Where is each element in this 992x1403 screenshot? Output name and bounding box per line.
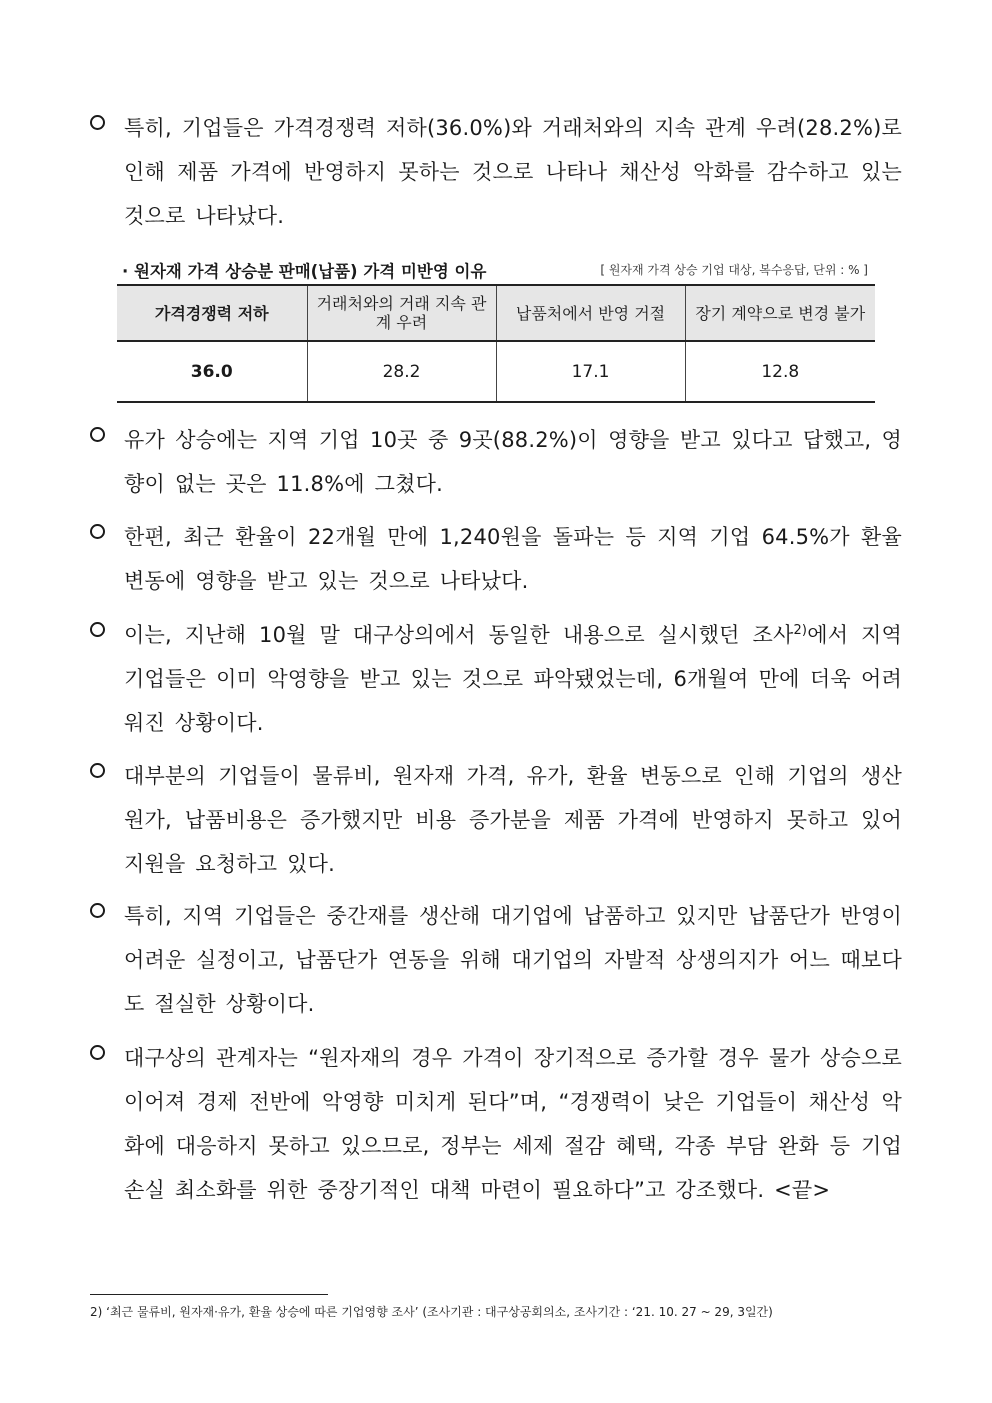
table-note: [ 원자재 가격 상승 기업 대상, 복수응답, 단위 : % ] — [600, 263, 868, 277]
table-title: · 원자재 가격 상승분 판매(납품) 가격 미반영 이유 — [122, 262, 487, 281]
circle-bullet-icon — [90, 1045, 105, 1060]
table-header-cell: 납품처에서 반영 거절 — [496, 285, 685, 341]
footnote-divider — [90, 1294, 328, 1295]
table-header-cell: 가격경쟁력 저하 — [117, 285, 307, 341]
table-cell: 36.0 — [117, 341, 307, 402]
footnote-ref: 2) — [793, 623, 808, 638]
paragraph-supply-price — [90, 894, 902, 1026]
table-row — [117, 341, 875, 402]
circle-bullet-icon — [90, 115, 105, 130]
table-header-cell: 장기 계약으로 변경 불가 — [685, 285, 875, 341]
paragraph-text: 한편, 최근 환율이 22개월 만에 1,240원을 돌파는 등 지역 기업 64.5%가 환율 변동에 영향을 받고 있는 것으로 나타났다. — [124, 525, 902, 593]
table-cell: 12.8 — [685, 341, 875, 402]
circle-bullet-icon — [90, 427, 105, 442]
footnote: 2) ‘최근 물류비, 원자재·유가, 환율 상승에 따른 기업영향 조사’ (조사기관 : 대구상공회의소, 조사기간 : ‘21. 10. 27 ~ 29, 3일간) — [90, 1305, 773, 1319]
paragraph-text: 대부분의 기업들이 물류비, 원자재 가격, 유가, 환율 변동으로 인해 기업의 생산 원가, 납품비용은 증가했지만 비용 증가분을 제품 가격에 반영하지 못하고 있어 지원을 요청하고 있다. — [124, 764, 902, 876]
paragraph-text — [124, 613, 902, 745]
paragraph-cost-increase — [90, 754, 902, 886]
paragraph-text: 특히, 기업들은 가격경쟁력 저하(36.0%)와 거래처와의 지속 관계 우려(28.2%)로 인해 제품 가격에 반영하지 못하는 것으로 나타나 채산성 악화를 감수하고 있는 것으로 나타났다. — [124, 116, 902, 228]
table-header-cell: 거래처와의 거래 지속 관계 우려 — [307, 285, 496, 341]
circle-bullet-icon — [90, 763, 105, 778]
reason-table — [117, 284, 875, 403]
paragraph-text-part: 에서 지역 기업들은 이미 악영향을 받고 있는 것으로 파악됐었는데, 6개월여 만에 더욱 어려워진 상황이다. — [124, 623, 902, 735]
paragraph-official-quote — [90, 1036, 902, 1212]
paragraph-exchange-rate — [90, 515, 902, 603]
table-header-row — [117, 285, 875, 341]
paragraph-price-reason — [90, 106, 902, 238]
circle-bullet-icon — [90, 622, 105, 637]
paragraph-text: 대구상의 관계자는 “원자재의 경우 가격이 장기적으로 증가할 경우 물가 상승으로 이어져 경제 전반에 악영향 미치게 된다”며, “경쟁력이 낮은 기업들이 채산성 악화에 대응하지 못하고 있으므로, 정부는 세제 절감 혜택, 각종 부담 완화 등 기업 손실 최소화를 위한 중장기적인 대책 마련이 필요하다”고 강조했다. <끝> — [124, 1046, 902, 1202]
paragraph-oil-price — [90, 418, 902, 506]
circle-bullet-icon — [90, 903, 105, 918]
paragraph-previous-survey — [90, 613, 902, 745]
circle-bullet-icon — [90, 524, 105, 539]
paragraph-text-part: 이는, 지난해 10월 말 대구상의에서 동일한 내용으로 실시했던 조사 — [124, 623, 794, 647]
table-cell: 17.1 — [496, 341, 685, 402]
paragraph-text: 유가 상승에는 지역 기업 10곳 중 9곳(88.2%)이 영향을 받고 있다고 답했고, 영향이 없는 곳은 11.8%에 그쳤다. — [124, 428, 902, 496]
paragraph-text: 특히, 지역 기업들은 중간재를 생산해 대기업에 납품하고 있지만 납품단가 반영이 어려운 실정이고, 납품단가 연동을 위해 대기업의 자발적 상생의지가 어느 때보다도 절실한 상황이다. — [124, 904, 902, 1016]
table-cell: 28.2 — [307, 341, 496, 402]
table-caption — [122, 258, 868, 282]
